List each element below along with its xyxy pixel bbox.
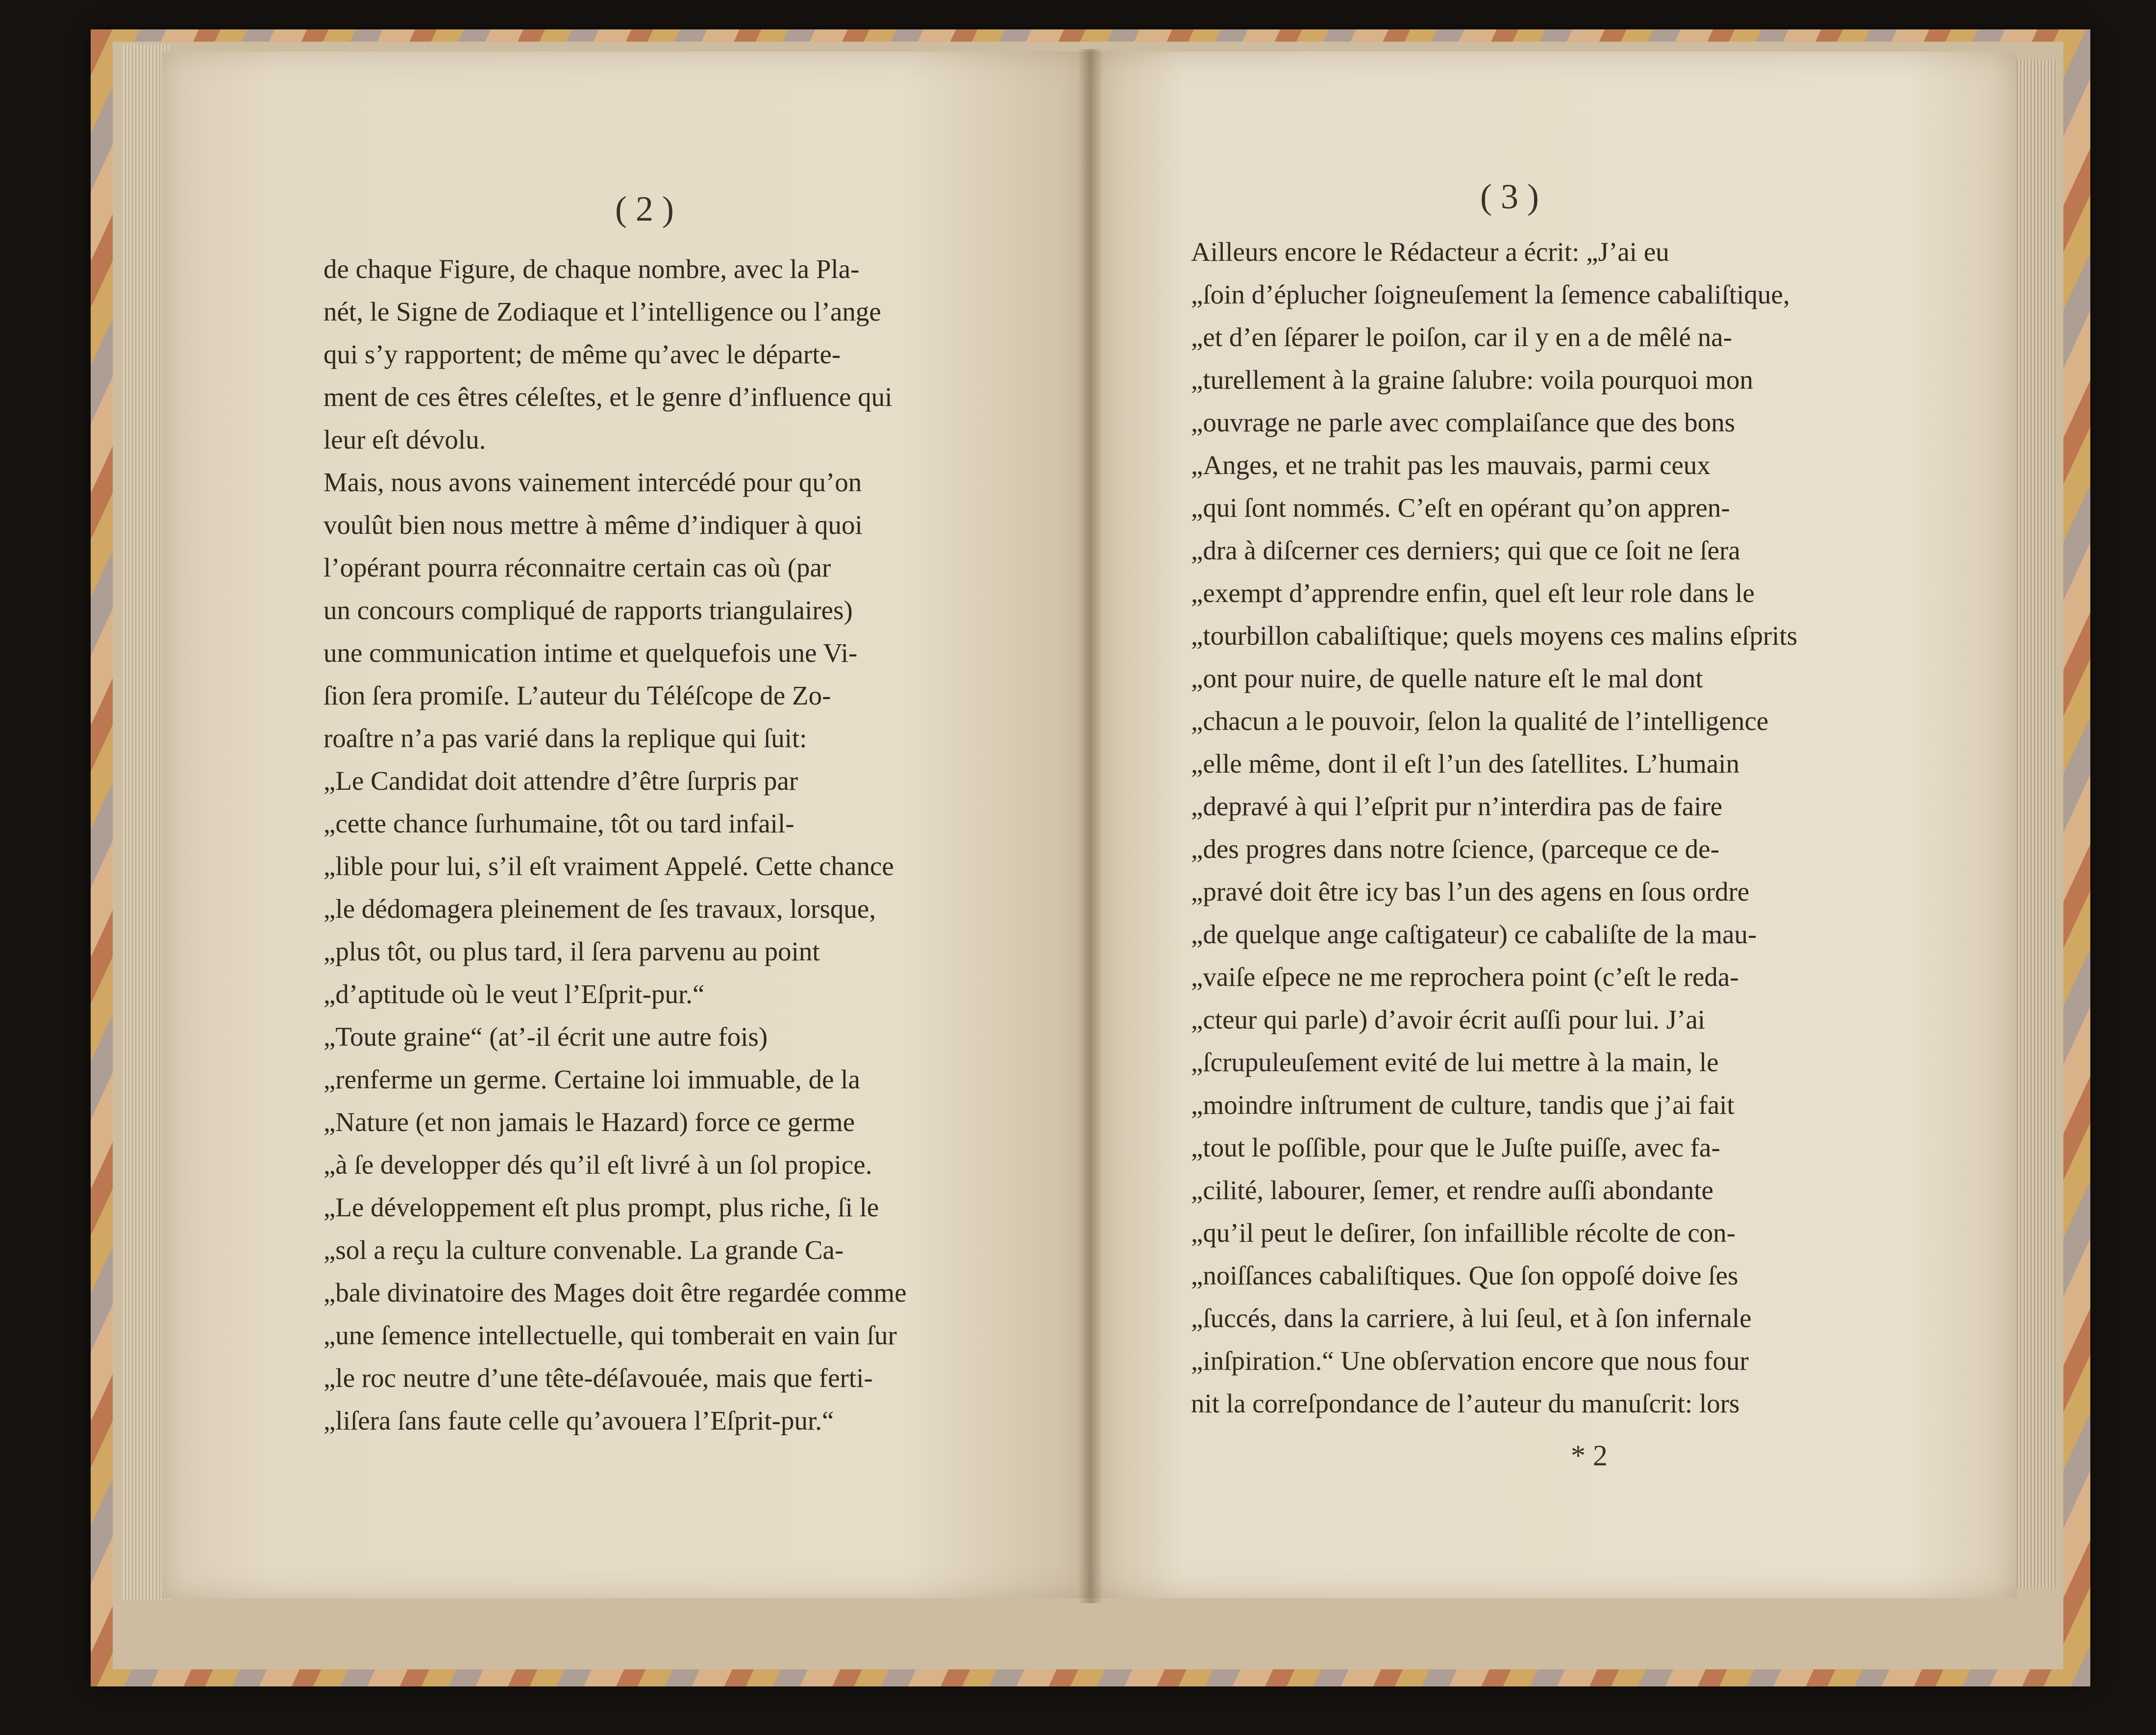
left-page-text (323, 248, 1000, 1442)
text-line: „Toute graine“ (at’-il écrit une autre fois) (323, 1022, 768, 1052)
text-line: „plus tôt, ou plus tard, il ſera parvenu au point (323, 936, 820, 966)
left-page-number: ( 2 ) (615, 189, 674, 228)
text-line: „dra à diſcerner ces derniers; qui que ce ſoit ne ſera (1191, 535, 1740, 565)
text-line: „moindre inſtrument de culture, tandis que j’ai fait (1191, 1090, 1735, 1120)
text-line: ment de ces êtres céleſtes, et le genre d’influence qui (323, 382, 892, 412)
text-line: „lible pour lui, s’il eſt vraiment Appelé. Cette chance (323, 851, 894, 881)
text-line: „ſuccés, dans la carriere, à lui ſeul, et à ſon infernale (1191, 1303, 1752, 1333)
text-line: leur eſt dévolu. (323, 425, 486, 454)
text-line: „exempt d’apprendre enfin, quel eſt leur role dans le (1191, 578, 1755, 608)
text-line: „Nature (et non jamais le Hazard) force ce germe (323, 1107, 855, 1137)
right-page-number: ( 3 ) (1480, 177, 1539, 216)
text-line: „cilité, labourer, ſemer, et rendre auſſi abondante (1191, 1175, 1714, 1205)
text-line: de chaque Figure, de chaque nombre, avec la Pla- (323, 254, 860, 284)
text-line: „inſpiration.“ Une obſervation encore que nous four (1191, 1346, 1749, 1376)
text-line: „turellement à la graine ſalubre: voila pourquoi mon (1191, 365, 1753, 395)
text-line: „et d’en ſéparer le poiſon, car il y en a de mêlé na- (1191, 322, 1733, 352)
text-line: „une ſemence intellectuelle, qui tomberait en vain ſur (323, 1320, 897, 1350)
text-line: „Le Candidat doit attendre d’être ſurpris par (323, 766, 798, 796)
text-line: „chacun a le pouvoir, ſelon la qualité de l’intelligence (1191, 706, 1769, 736)
text-line: „bale divinatoire des Mages doit être regardée comme (323, 1278, 907, 1308)
text-line: „renferme un germe. Certaine loi immuable, de la (323, 1064, 860, 1094)
text-line: Mais, nous avons vainement intercédé pour qu’on (323, 467, 862, 497)
text-line: „ont pour nuire, de quelle nature eſt le mal dont (1191, 663, 1703, 693)
right-page-edges (2014, 59, 2056, 1588)
text-line: ſion ſera promiſe. L’auteur du Téléſcope de Zo- (323, 680, 831, 710)
text-line: „des progres dans notre ſcience, (parceque ce de- (1191, 834, 1720, 864)
text-line: un concours compliqué de rapports triangulaires) (323, 595, 853, 625)
text-line: „Anges, et ne trahit pas les mauvais, parmi ceux (1191, 450, 1710, 480)
right-page-text (1191, 230, 1867, 1425)
text-line: „d’aptitude où le veut l’Eſprit-pur.“ (323, 979, 705, 1009)
text-line: „depravé à qui l’eſprit pur n’interdira pas de faire (1191, 791, 1723, 821)
text-line: nit la correſpondance de l’auteur du manuſcrit: lors (1191, 1388, 1740, 1418)
signature-mark: * 2 (1571, 1439, 1608, 1472)
text-line: „de quelque ange caſtigateur) ce cabaliſte de la mau- (1191, 919, 1757, 949)
text-line: l’opérant pourra réconnaitre certain cas où (par (323, 553, 831, 582)
text-line: „elle même, dont il eſt l’un des ſatellites. L’humain (1191, 749, 1740, 779)
text-line: „tout le poſſible, pour que le Juſte puiſſe, avec fa- (1191, 1132, 1720, 1162)
text-line: „cette chance ſurhumaine, tôt ou tard infail- (323, 808, 794, 838)
text-line: voulût bien nous mettre à même d’indiquer à quoi (323, 510, 863, 540)
text-line: „pravé doit être icy bas l’un des agens en ſous ordre (1191, 877, 1750, 906)
text-line: roaſtre n’a pas varié dans la replique qui ſuit: (323, 723, 807, 753)
text-line: qui s’y rapportent; de même qu’avec le départe- (323, 339, 841, 369)
text-line: „Le développement eſt plus prompt, plus riche, ſi le (323, 1192, 879, 1222)
text-line: Ailleurs encore le Rédacteur a écrit: „J’ai eu (1191, 237, 1669, 267)
text-line: „ſcrupuleuſement evité de lui mettre à la main, le (1191, 1047, 1719, 1077)
text-line: une communication intime et quelquefois une Vi- (323, 638, 858, 668)
text-line: „le roc neutre d’une tête-déſavouée, mais que ferti- (323, 1363, 873, 1393)
text-line: „tourbillon cabaliſtique; quels moyens ces malins eſprits (1191, 621, 1798, 651)
text-line: „qui ſont nommés. C’eſt en opérant qu’on appren- (1191, 493, 1730, 523)
text-line: „cteur qui parle) d’avoir écrit auſſi pour lui. J’ai (1191, 1005, 1706, 1034)
book-gutter (1078, 49, 1103, 1603)
text-line: „noiſſances cabaliſtiques. Que ſon oppoſé doive ſes (1191, 1260, 1738, 1290)
text-line: „sol a reçu la culture convenable. La grande Ca- (323, 1235, 844, 1265)
text-line: „qu’il peut le deſirer, ſon infaillible récolte de con- (1191, 1218, 1736, 1248)
text-line: „liſera ſans faute celle qu’avouera l’Eſprit-pur.“ (323, 1406, 834, 1435)
text-line: „ouvrage ne parle avec complaiſance que des bons (1191, 407, 1735, 437)
text-line: „vaiſe eſpece ne me reprochera point (c’eſt le reda- (1191, 962, 1739, 992)
text-line: „le dédomagera pleinement de ſes travaux, lorsque, (323, 894, 876, 924)
text-line: „ſoin d’éplucher ſoigneuſement la ſemence cabaliſtique, (1191, 279, 1790, 309)
text-line: „à ſe developper dés qu’il eſt livré à un ſol propice. (323, 1150, 872, 1180)
text-line: nét, le Signe de Zodiaque et l’intelligence ou l’ange (323, 297, 881, 327)
